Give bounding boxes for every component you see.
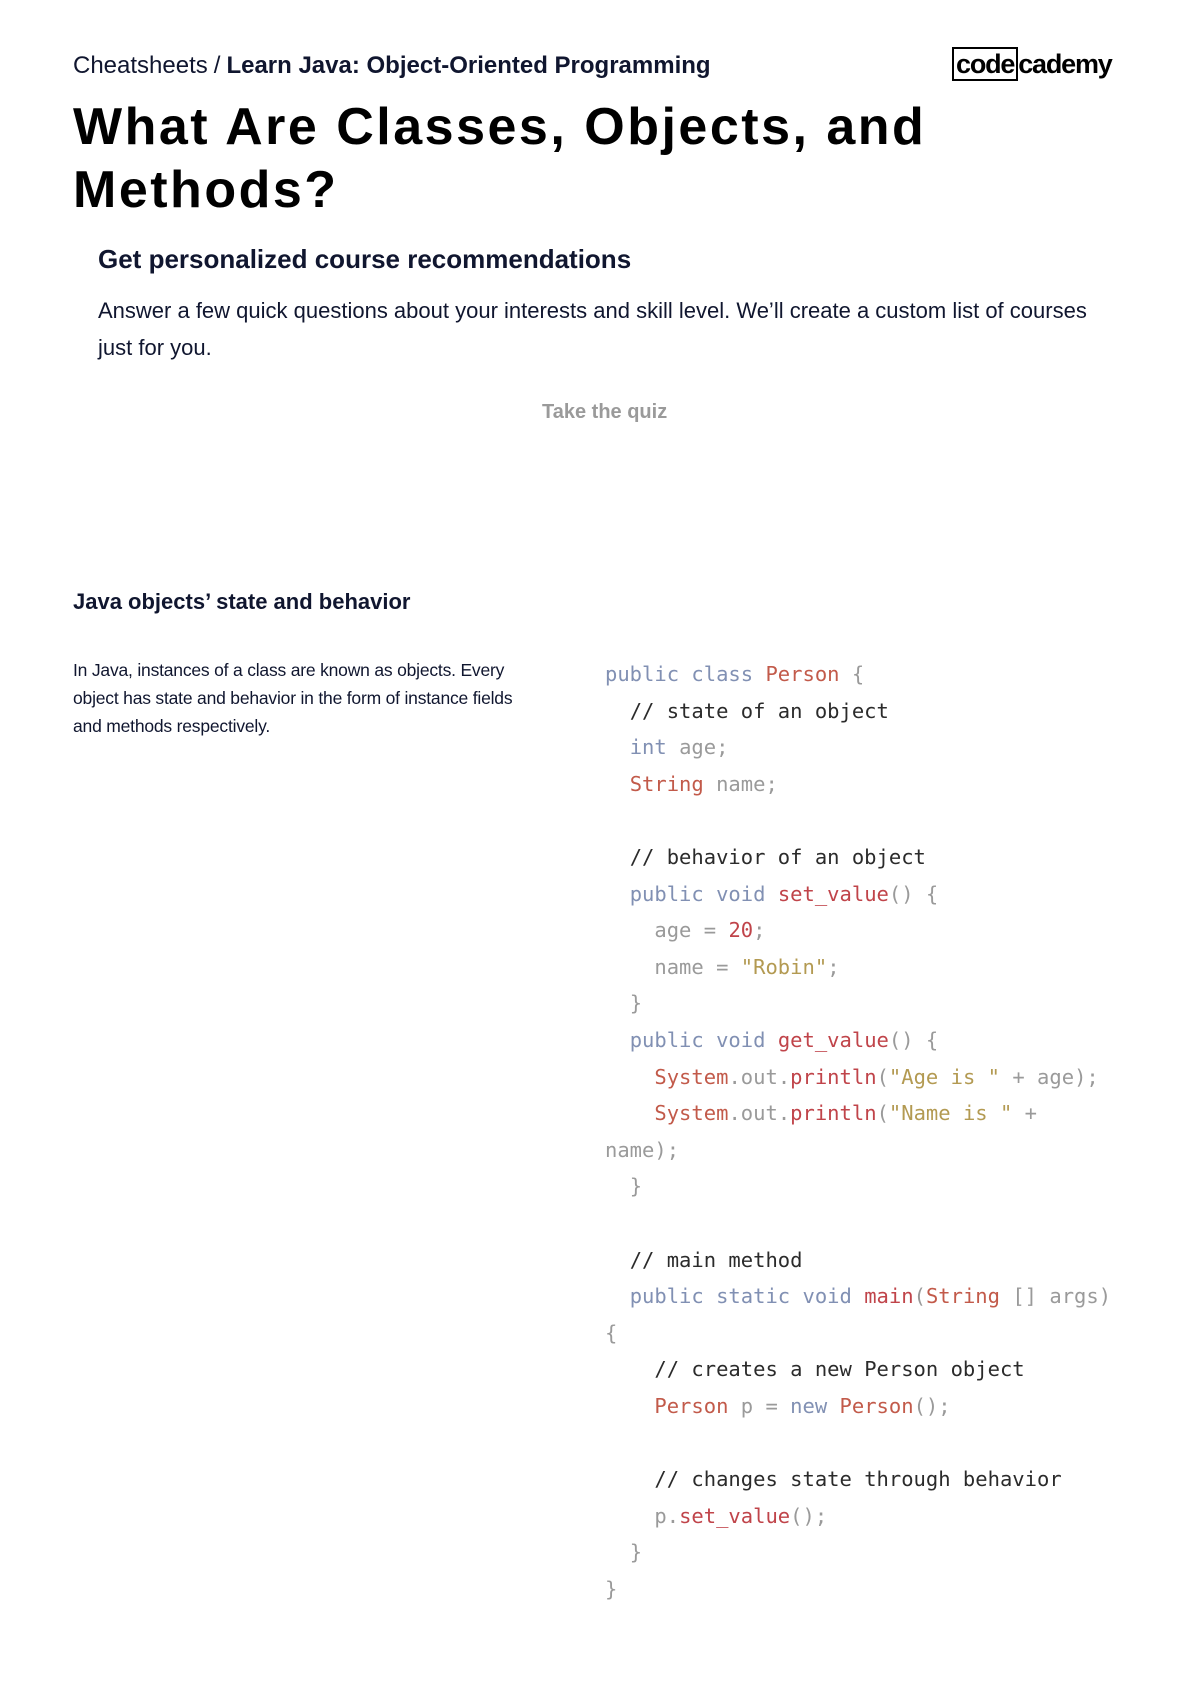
code-line	[605, 1132, 1165, 1169]
code-token: age	[654, 918, 692, 943]
section-heading: Java objects’ state and behavior	[73, 589, 411, 614]
code-token: // main method	[629, 1247, 803, 1272]
code-token	[605, 1174, 630, 1198]
code-token: Person	[765, 662, 840, 686]
code-token	[605, 1101, 654, 1125]
code-token: p	[654, 1503, 667, 1528]
code-line	[605, 1242, 1165, 1279]
code-line	[605, 1388, 1165, 1425]
code-token: );	[1074, 1064, 1099, 1089]
code-line	[605, 1571, 1165, 1608]
code-token	[605, 1028, 630, 1052]
breadcrumb	[73, 50, 711, 82]
code-token	[605, 1284, 630, 1308]
code-token: name	[716, 771, 766, 796]
code-token	[827, 1394, 839, 1418]
code-token	[704, 1284, 716, 1308]
code-line	[605, 985, 1165, 1022]
page-title: What Are Classes, Objects, and Methods?	[73, 98, 927, 219]
code-line	[605, 1534, 1165, 1571]
code-line	[605, 656, 1165, 693]
code-line	[605, 876, 1165, 913]
code-token: ;	[827, 954, 840, 979]
code-token: out	[740, 1064, 778, 1089]
code-token: ();	[790, 1503, 828, 1528]
code-token: }	[629, 991, 643, 1016]
breadcrumb-separator: /	[213, 52, 221, 79]
code-token	[605, 1467, 654, 1491]
code-token: .	[728, 1064, 741, 1089]
code-token: public	[605, 662, 680, 686]
code-line	[605, 1278, 1165, 1315]
code-token: () {	[888, 881, 939, 906]
code-token: (	[876, 1101, 889, 1126]
code-token: String	[925, 1284, 1000, 1309]
code-token: int	[629, 735, 667, 760]
code-token: 20	[728, 918, 754, 943]
code-token: "Name is "	[888, 1101, 1013, 1126]
code-token: ;	[716, 735, 729, 760]
code-line	[605, 729, 1165, 766]
code-token: () {	[888, 1027, 939, 1052]
code-token	[765, 1028, 777, 1052]
code-token: "Age is "	[888, 1064, 1000, 1089]
code-token: main	[864, 1284, 914, 1309]
code-token: +	[1000, 1064, 1038, 1089]
code-line	[605, 1095, 1165, 1132]
code-token: out	[740, 1101, 778, 1126]
code-token	[605, 991, 630, 1015]
code-token	[605, 845, 630, 869]
code-line	[605, 949, 1165, 986]
code-line	[605, 1498, 1165, 1535]
code-line	[605, 1461, 1165, 1498]
code-block	[605, 656, 1165, 1607]
code-token: println	[790, 1101, 877, 1126]
code-token: {	[839, 662, 865, 686]
code-token: []	[1000, 1284, 1050, 1309]
code-line	[605, 1059, 1165, 1096]
code-line	[605, 912, 1165, 949]
code-token: ();	[913, 1393, 951, 1418]
code-token: "Robin"	[740, 954, 828, 979]
code-token	[605, 918, 654, 942]
code-token	[679, 662, 691, 686]
code-token: public	[629, 1284, 704, 1309]
code-token: public	[629, 881, 704, 906]
code-token: void	[716, 881, 766, 906]
code-token: void	[716, 1027, 766, 1052]
quiz-heading: Get personalized course recommendations	[98, 244, 632, 274]
code-token	[704, 772, 716, 796]
code-token: static	[716, 1284, 791, 1309]
code-token: set_value	[679, 1503, 791, 1528]
code-token: println	[790, 1064, 877, 1089]
code-token	[605, 955, 654, 979]
code-token: .	[777, 1101, 791, 1126]
code-token	[605, 699, 630, 723]
code-token: )	[1098, 1284, 1112, 1309]
breadcrumb-current: Learn Java: Object-Oriented Programming	[226, 52, 711, 79]
section-text: In Java, instances of a class are known as objects. Every object has state and behavior in the form of instance fields and methods respectively.	[73, 660, 513, 736]
code-token: System	[654, 1064, 729, 1089]
code-line	[605, 1351, 1165, 1388]
code-token: p	[740, 1393, 754, 1418]
code-token	[605, 1540, 630, 1564]
code-token: String	[629, 771, 704, 796]
code-token: System	[654, 1101, 729, 1126]
code-token	[605, 1065, 654, 1089]
code-token: Person	[654, 1393, 729, 1418]
code-token: (	[913, 1284, 926, 1309]
code-line	[605, 693, 1165, 730]
code-token: +	[1012, 1101, 1038, 1126]
code-token	[605, 772, 630, 796]
code-token: {	[605, 1320, 618, 1345]
code-line	[605, 1205, 1165, 1242]
code-token: class	[691, 662, 754, 686]
code-token: }	[605, 1576, 618, 1601]
code-token: }	[629, 1174, 643, 1199]
code-token	[704, 1028, 716, 1052]
code-token: =	[753, 1393, 791, 1418]
code-token: args	[1049, 1284, 1099, 1309]
code-token	[704, 882, 716, 906]
code-token: name	[605, 1137, 655, 1162]
code-token	[667, 735, 679, 759]
code-token	[790, 1284, 802, 1308]
code-token: );	[654, 1137, 680, 1162]
code-line	[605, 1424, 1165, 1461]
code-token	[728, 1394, 740, 1418]
code-token: new	[790, 1393, 828, 1418]
code-token	[605, 1248, 630, 1272]
code-token: (	[876, 1064, 889, 1089]
quiz-promo	[98, 242, 1108, 366]
code-token	[852, 1284, 864, 1308]
code-token: // changes state through behavior	[654, 1467, 1062, 1492]
code-line	[605, 1315, 1165, 1352]
quiz-description: Answer a few quick questions about your interests and skill level. We’ll create a custom list of courses just for you.	[98, 298, 1087, 360]
code-token: ;	[753, 918, 766, 943]
code-token	[605, 882, 630, 906]
code-token	[605, 735, 630, 759]
code-token	[753, 662, 765, 686]
code-token: .	[666, 1503, 680, 1528]
code-token	[605, 1504, 654, 1528]
code-token: age	[1037, 1064, 1075, 1089]
code-token: name	[654, 954, 704, 979]
code-token	[765, 882, 777, 906]
code-line	[605, 766, 1165, 803]
code-token: set_value	[777, 881, 889, 906]
code-token: void	[802, 1284, 852, 1309]
code-line	[605, 1022, 1165, 1059]
code-token: get_value	[777, 1027, 889, 1052]
code-token: ;	[765, 771, 778, 796]
code-token: =	[703, 954, 741, 979]
code-token: // behavior of an object	[629, 844, 926, 869]
logo-cademy: cademy	[1018, 49, 1112, 79]
code-line	[605, 802, 1165, 839]
code-token: // state of an object	[629, 698, 889, 723]
code-token: =	[691, 918, 729, 943]
code-token: Person	[839, 1393, 914, 1418]
code-line	[605, 839, 1165, 876]
code-token: }	[629, 1540, 643, 1565]
code-token: // creates a new Person object	[654, 1357, 1025, 1382]
code-token: age	[679, 735, 717, 760]
codecademy-logo[interactable]	[952, 49, 1112, 79]
breadcrumb-link-cheatsheets[interactable]: Cheatsheets	[73, 52, 208, 79]
take-quiz-button[interactable]: Take the quiz	[542, 401, 668, 423]
code-token: public	[629, 1027, 704, 1052]
code-token: .	[777, 1064, 791, 1089]
code-line	[605, 1168, 1165, 1205]
logo-code-box: code	[952, 47, 1018, 81]
code-token	[605, 1357, 654, 1381]
code-token	[605, 1394, 654, 1418]
code-token: .	[728, 1101, 741, 1126]
